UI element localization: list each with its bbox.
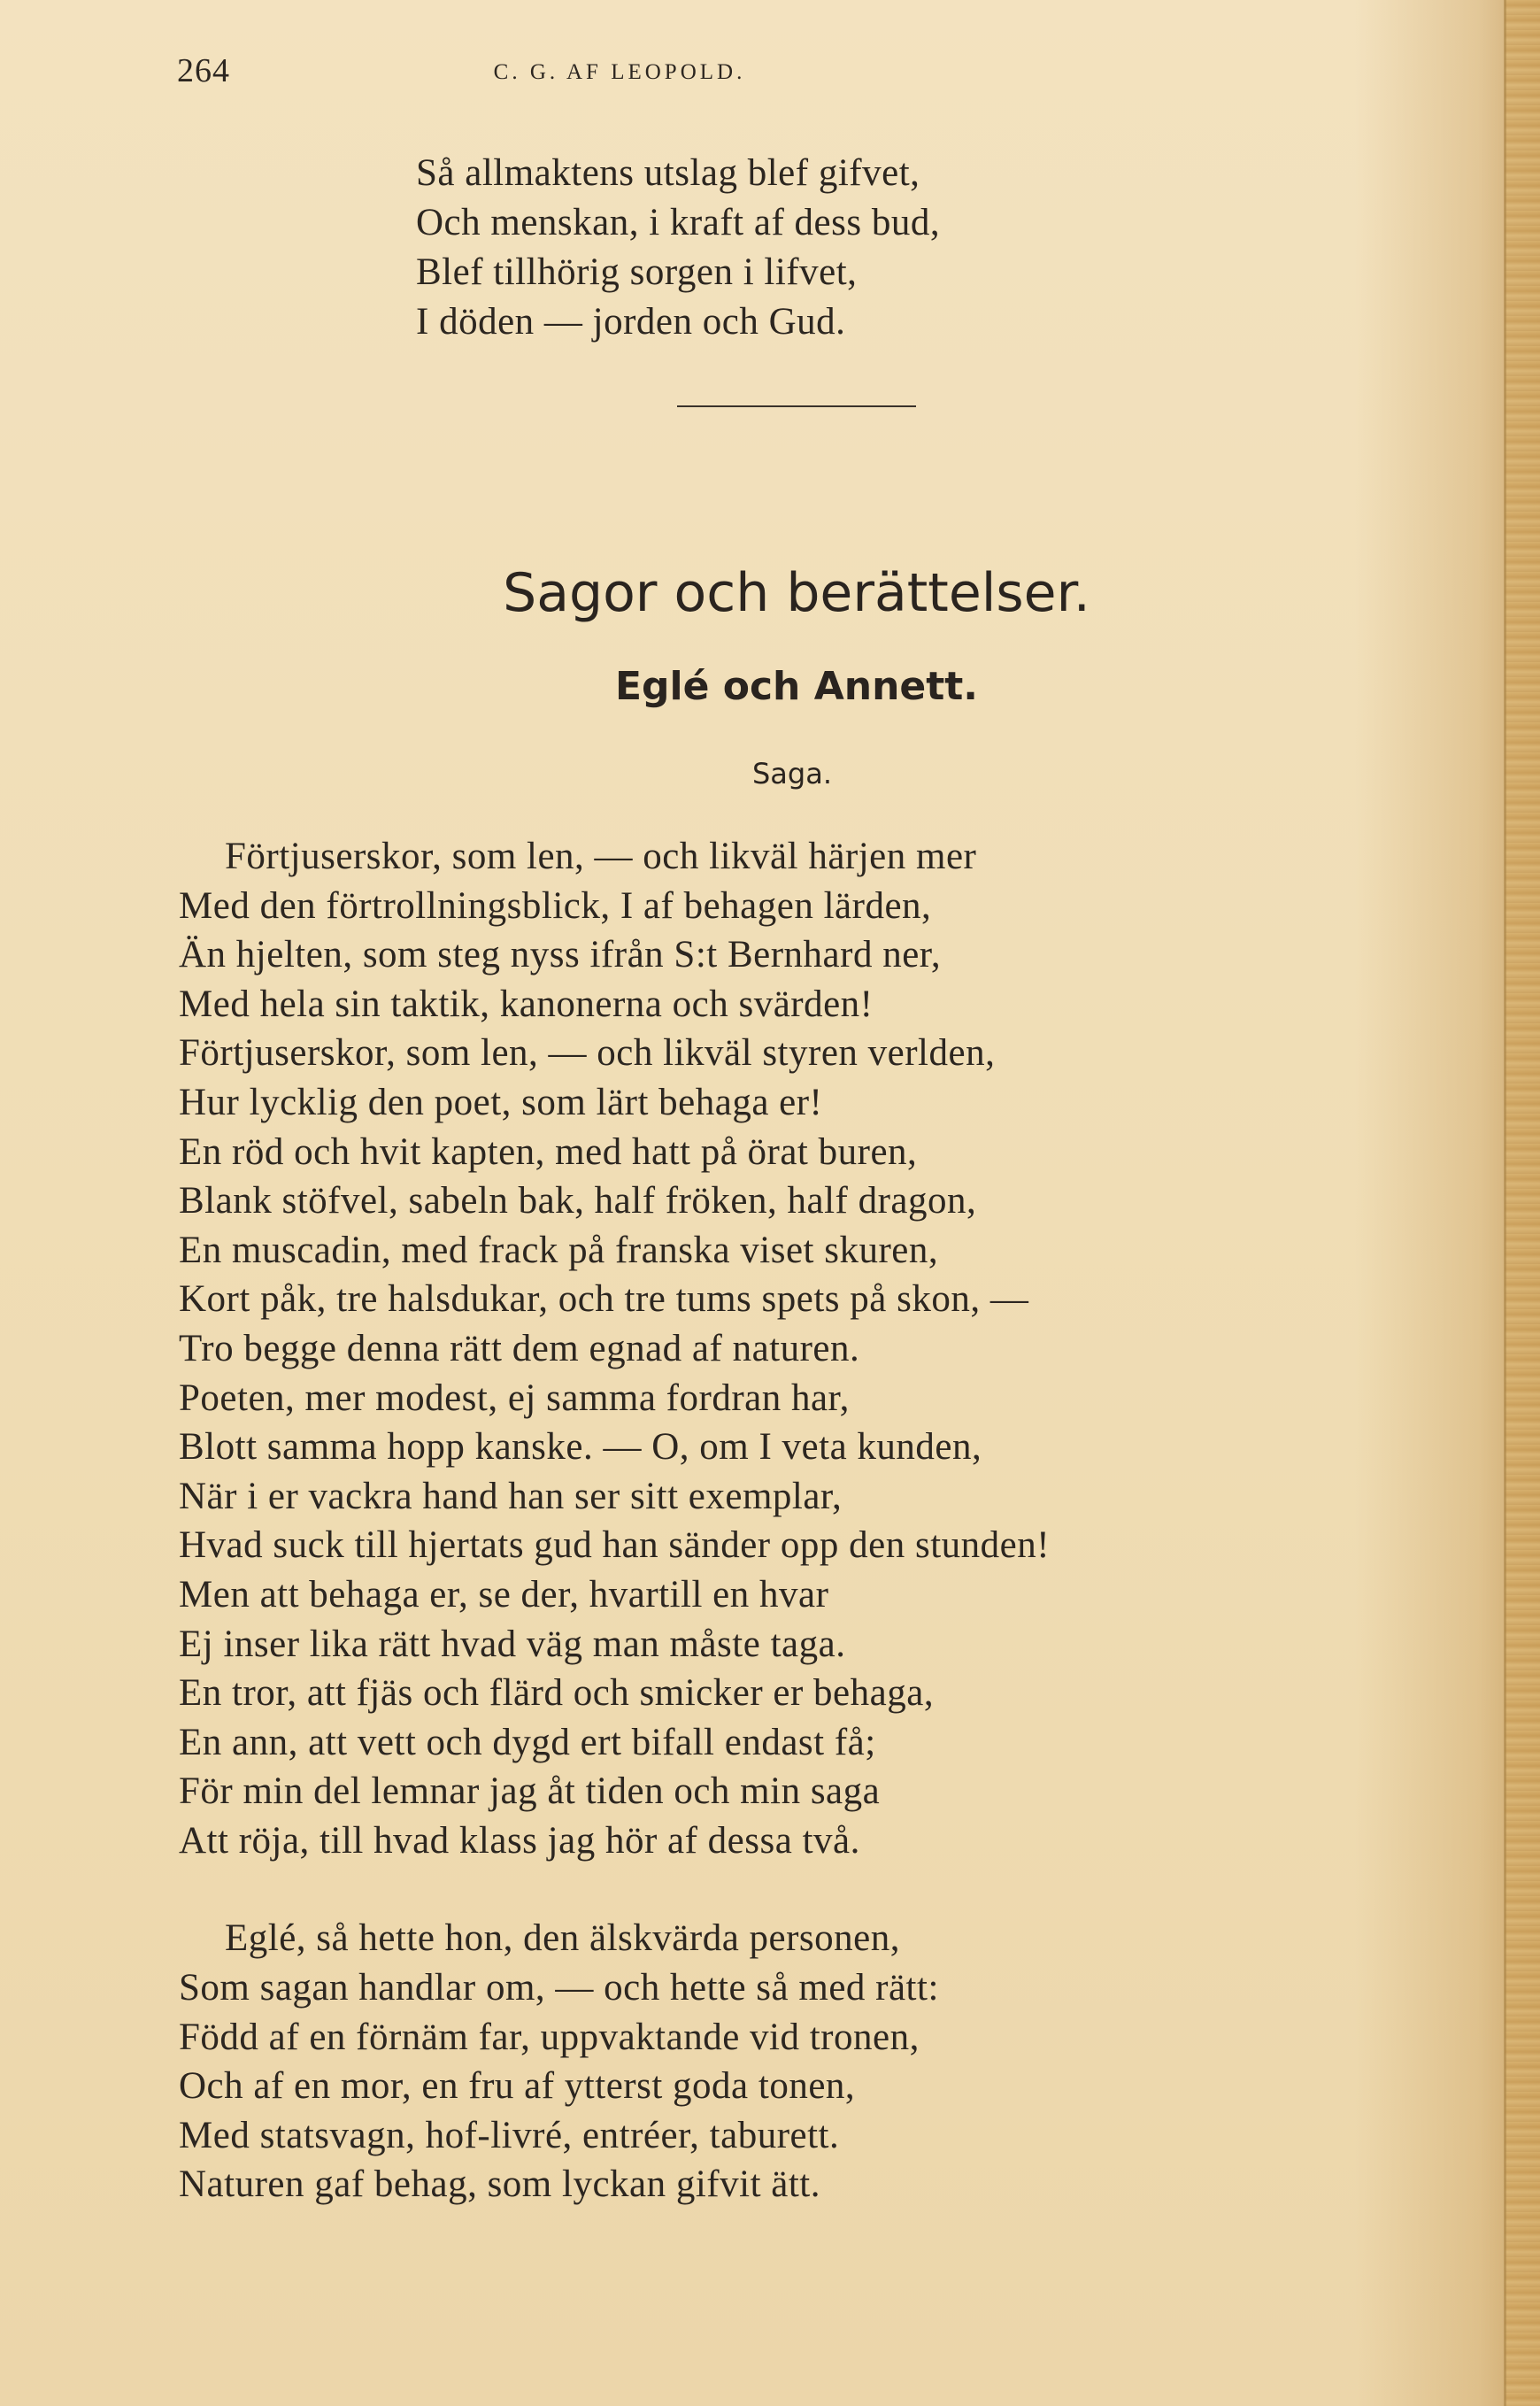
verse-line: Född af en förnäm far, uppvaktande vid tronen, (179, 2016, 920, 2058)
verse-line: En röd och hvit kapten, med hatt på örat buren, (179, 1130, 918, 1173)
verse-line: Men att behaga er, se der, hvartill en hvar (179, 1573, 829, 1616)
verse-line: Förtjuserskor, som len, — och likväl styren verlden, (179, 1032, 996, 1075)
closing-stanza (416, 149, 940, 347)
verse-line: För min del lemnar jag åt tiden och min saga (179, 1770, 881, 1813)
poem-subtitle: Saga. (751, 757, 832, 790)
verse-line: Ej inser lika rätt hvad väg man måste taga. (179, 1623, 846, 1665)
section-divider (677, 405, 916, 407)
stanza (179, 832, 1418, 1865)
poem-body (179, 832, 1418, 2209)
page-number: 264 (177, 52, 230, 89)
verse-line: Med statsvagn, hof-livré, entréer, taburett. (179, 2114, 840, 2156)
verse-line: Och af en mor, en fru af ytterst goda tonen, (179, 2065, 856, 2108)
section-title: Sagor och berättelser. (503, 562, 1090, 624)
verse-line: Eglé, så hette hon, den älskvärda personen, (225, 1917, 900, 1960)
verse-line: Blank stöfvel, sabeln bak, half fröken, half dragon, (179, 1180, 977, 1222)
running-title: C. G. AF LEOPOLD. (493, 60, 746, 84)
verse-line: Med den förtrollningsblick, I af behagen lärden, (179, 884, 932, 927)
verse-line: Blott samma hopp kanske. — O, om I veta kunden, (179, 1426, 982, 1469)
verse-line: Och menskan, i kraft af dess bud, (416, 202, 941, 243)
verse-line: En tror, att fjäs och flärd och smicker er behaga, (179, 1672, 935, 1715)
verse-line: Poeten, mer modest, ej samma fordran har, (179, 1377, 850, 1419)
verse-line: En muscadin, med frack på franska viset skuren, (179, 1229, 939, 1271)
verse-line: Än hjelten, som steg nyss ifrån S:t Bernhard ner, (179, 934, 942, 976)
verse-line: Så allmaktens utslag blef gifvet, (416, 152, 920, 194)
page-edge-line (1504, 0, 1506, 2406)
page-edge (1505, 0, 1540, 2406)
verse-line: Blef tillhörig sorgen i lifvet, (416, 251, 858, 293)
verse-line: Hvad suck till hjertats gud han sänder opp den stunden! (179, 1524, 1051, 1567)
verse-line: En ann, att vett och dygd ert bifall endast få; (179, 1721, 876, 1763)
verse-line: Som sagan handlar om, — och hette så med rätt: (179, 1967, 939, 2009)
running-head (177, 51, 1274, 104)
verse-line: Kort påk, tre halsdukar, och tre tums spets på skon, — (179, 1278, 1029, 1321)
poem-title: Eglé och Annett. (614, 664, 979, 709)
verse-line: Förtjuserskor, som len, — och likväl härjen mer (225, 836, 977, 877)
verse-line: I döden — jorden och Gud. (416, 301, 846, 343)
verse-line: Med hela sin taktik, kanonerna och svärden! (179, 983, 874, 1025)
verse-line: Tro begge denna rätt dem egnad af naturen. (179, 1327, 860, 1369)
verse-line: Att röja, till hvad klass jag hör af dessa två. (179, 1819, 860, 1862)
verse-line: När i er vackra hand han ser sitt exemplar, (179, 1475, 843, 1517)
verse-line: Naturen gaf behag, som lyckan gifvit ätt. (179, 2163, 821, 2206)
stanza (179, 1914, 1418, 2209)
verse-line: Hur lycklig den poet, som lärt behaga er! (179, 1081, 823, 1123)
